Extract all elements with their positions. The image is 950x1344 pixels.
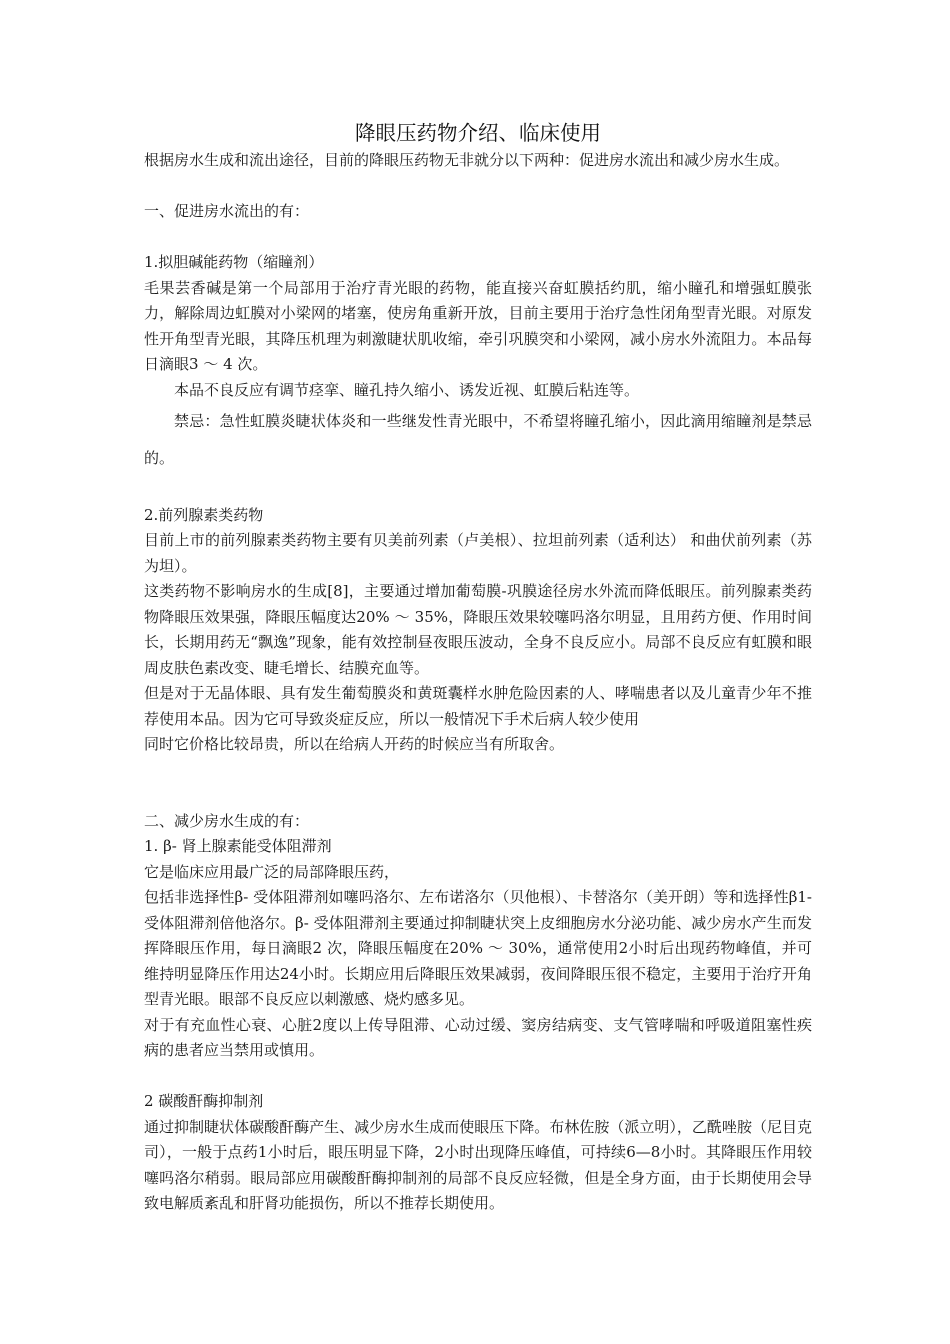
document-title: 降眼压药物介绍、临床使用 <box>355 121 601 145</box>
section1-heading: 一、促进房水流出的有： <box>144 202 310 220</box>
spacer <box>144 1064 812 1090</box>
section1-sub2-heading: 2.前列腺素类药物 <box>144 505 264 524</box>
section1-sub2-paragraph-4: 同时它价格比较昂贵，所以在给病人开药的时候应当有所取舍。 <box>144 735 565 753</box>
section1-sub2-paragraph-2: 这类药物不影响房水的生成[8]，主要通过增加葡萄膜-巩膜途径房水外流而降低眼压。前列腺素类药物降眼压效果强，降眼压幅度达20% ～ 35%，降眼压效果较噻吗洛尔明显，且用药方便、作用时间长，长期用药无“飘逸”现象，能有效控制昼夜眼压波动，全身不良反应小。局部不良反应有虹膜和眼周皮肤色素改变、睫毛增长、结膜充血等。 <box>144 582 812 677</box>
section2-sub1-heading: 1. β- 肾上腺素能受体阻滞剂 <box>144 837 332 855</box>
spacer <box>144 758 812 809</box>
section1-sub2-paragraph-3: 但是对于无晶体眼、具有发生葡萄膜炎和黄斑囊样水肿危险因素的人、哮喘患者以及儿童青少年不推荐使用本品。因为它可导致炎症反应，所以一般情况下手术后病人较少使用 <box>144 684 812 728</box>
section2-sub1-paragraph-3: 对于有充血性心衰、心脏2度以上传导阻滞、心动过缓、窦房结病变、支气管哮喘和呼吸道阻塞性疾病的患者应当禁用或慎用。 <box>144 1015 812 1059</box>
spacer <box>144 225 812 251</box>
document-page <box>144 118 812 1217</box>
section1-sub2-paragraph-1: 目前上市的前列腺素类药物主要有贝美前列素（卢美根）、拉坦前列素（适利达） 和曲伏前列素（苏为坦）。 <box>144 531 812 575</box>
section2-heading: 二、减少房水生成的有： <box>144 811 310 830</box>
section1-sub1-heading: 1.拟胆碱能药物（缩瞳剂） <box>144 253 324 271</box>
section1-sub1-paragraph-3: 禁忌：急性虹膜炎睫状体炎和一些继发性青光眼中，不希望将瞳孔缩小，因此滴用缩瞳剂是禁忌的。 <box>144 412 812 467</box>
section2-sub2-paragraph-1: 通过抑制睫状体碳酸酐酶产生、减少房水生成而使眼压下降。布林佐胺（派立明），乙酰唑胺（尼目克司），一般于点药1小时后，眼压明显下降，2小时出现降压峰值，可持续6—8小时。其降眼压作用较噻吗洛尔稍弱。眼局部应用碳酸酐酶抑制剂的局部不良反应轻微，但是全身方面，由于长期使用会导致电解质紊乱和肝肾功能损伤，所以不推荐长期使用。 <box>144 1117 812 1212</box>
section2-sub1-paragraph-1: 它是临床应用最广泛的局部降眼压药， <box>144 862 400 881</box>
section1-sub1-paragraph-1: 毛果芸香碱是第一个局部用于治疗青光眼的药物，能直接兴奋虹膜括约肌，缩小瞳孔和增强虹膜张力，解除周边虹膜对小梁网的堵塞，使房角重新开放，目前主要用于治疗急性闭角型青光眼。对原发性开角型青光眼，其降压机理为刺激睫状肌收缩，牵引巩膜突和小梁网，减小房水外流阻力。本品每日滴眼3 ～ 4 次。 <box>144 278 812 373</box>
section2-sub2-heading: 2 碳酸酐酶抑制剂 <box>144 1092 264 1110</box>
spacer <box>144 477 812 503</box>
section2-sub1-paragraph-2: 包括非选择性β- 受体阻滞剂如噻吗洛尔、左布诺洛尔（贝他根）、卡替洛尔（美开朗）等和选择性β1- 受体阻滞剂倍他洛尔。β- 受体阻滞剂主要通过抑制睫状突上皮细胞房水分泌功能、减少房水产生而发挥降眼压作用，每日滴眼2 次，降眼压幅度在20% ～ 30%，通常使用2小时后出现药物峰值，并可维持明显降压作用达24小时。长期应用后降眼压效果减弱，夜间降眼压很不稳定，主要用于治疗开角型青光眼。眼部不良反应以刺激感、烧灼感多见。 <box>144 888 812 1008</box>
intro-paragraph: 根据房水生成和流出途径，目前的降眼压药物无非就分以下两种：促进房水流出和减少房水生成。 <box>144 151 790 169</box>
spacer <box>144 174 812 200</box>
section1-sub1-paragraph-2: 本品不良反应有调节痉挛、瞳孔持久缩小、诱发近视、虹膜后粘连等。 <box>174 380 640 399</box>
